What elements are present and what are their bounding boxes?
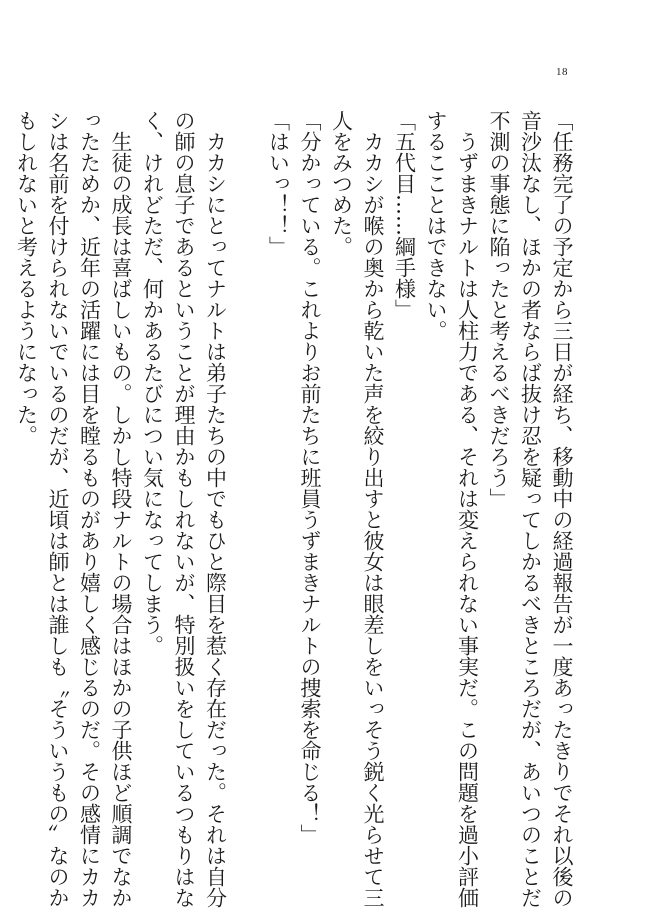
text-line: 人をみつめた。 bbox=[329, 110, 354, 257]
text-line: するこことはできない。 bbox=[424, 110, 448, 341]
page-number: 18 bbox=[556, 66, 568, 78]
text-line: 「五代目……綱手様」 bbox=[392, 110, 417, 320]
text-line: もしれないと考えるようになった。 bbox=[14, 110, 39, 446]
text-line: く、けれどただ、何かあるたびについ気になってしまう。 bbox=[140, 110, 165, 656]
text-line: ったためか、近年の活躍には目を瞠るものがあり嬉しく感じるのだ。その感情にカカ bbox=[77, 110, 102, 908]
text-line: 「はいっ！！」 bbox=[266, 110, 291, 257]
text-line: うずまきナルトは人柱力である、それは変えられない事実だ。この問題を過小評価 bbox=[455, 110, 480, 908]
text-line: 「任務完了の予定から三日が経ち、移動中の経過報告が一度あったきりでそれ以後の bbox=[550, 110, 574, 908]
text-line: カカシが喉の奥から乾いた声を絞り出すと彼女は眼差しをいっそう鋭く光らせて三 bbox=[361, 110, 385, 908]
text-line: 「分かっている。これよりお前たちに班員うずまきナルトの捜索を命じる！」 bbox=[298, 110, 322, 845]
vertical-text-body bbox=[14, 110, 577, 908]
text-line: シは名前を付けられないでいるのだが、近頃は師とは誰しも〝そういうもの〟なのか bbox=[46, 110, 70, 908]
text-line: 生徒の成長は喜ばしいもの。しかし特段ナルトの場合はほかの子供ほど順調でなか bbox=[109, 110, 133, 908]
text-line: カカシにとってナルトは弟子たちの中でもひと際目を惹く存在だった。それは自分 bbox=[203, 110, 228, 908]
text-line: の師の息子であるということが理由かもしれないが、特別扱いをしているつもりはな bbox=[172, 110, 196, 908]
text-line: 音沙汰なし、ほかの者ならば抜け忍を疑ってしかるべきところだが、あいつのことだ bbox=[518, 110, 543, 908]
text-line: 不測の事態に陥ったと考えるべきだろう」 bbox=[487, 110, 511, 509]
section-gap bbox=[231, 110, 263, 800]
